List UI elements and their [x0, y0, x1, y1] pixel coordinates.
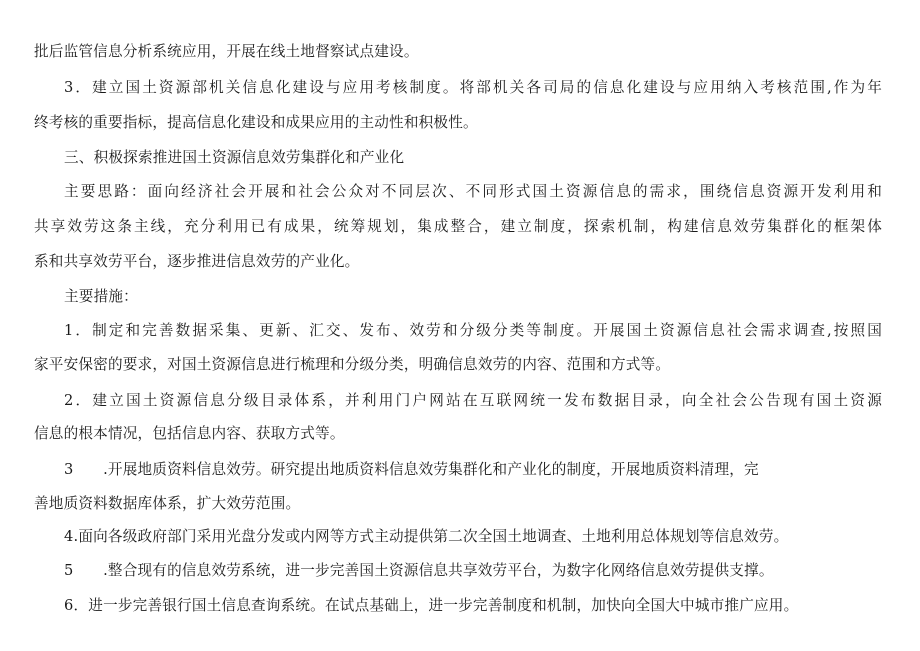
paragraph-line-3: 终考核的重要指标，提高信息化建设和成果应用的主动性和积极性。 — [34, 114, 478, 131]
paragraph-line-10: 家平安保密的要求，对国土资源信息进行梳理和分级分类，明确信息效劳的内容、范围和方式等。 — [34, 356, 671, 373]
paragraph-line-15: 4.面向各级政府部门采用光盘分发或内网等方式主动提供第二次全国土地调查、土地利用总体规划等信息效劳。 — [64, 528, 789, 545]
paragraph-line-13: 3 .开展地质资料信息效劳。研究提出地质资料信息效劳集群化和产业化的制度，开展地质资料清理，完 — [64, 461, 759, 478]
paragraph-line-9: 1．制定和完善数据采集、更新、汇交、发布、效劳和分级分类等制度。开展国土资源信息社会需求调查,按照国 — [64, 322, 882, 339]
section-heading: 三、积极探索推进国土资源信息效劳集群化和产业化 — [64, 149, 405, 166]
paragraph-line-17: 6．进一步完善银行国土信息查询系统。在试点基础上，进一步完善制度和机制，加快向全国大中城市推广应用。 — [64, 597, 799, 614]
paragraph-line-11: 2．建立国土资源信息分级目录体系，并利用门户网站在互联网统一发布数据目录，向全社会公告现有国土资源 — [64, 392, 882, 409]
paragraph-line-16: 5 .整合现有的信息效劳系统，进一步完善国土资源信息共享效劳平台，为数字化网络信息效劳提供支撑。 — [64, 562, 774, 579]
subheading-measures: 主要措施： — [64, 288, 138, 305]
paragraph-line-14: 善地质资料数据库体系，扩大效劳范围。 — [34, 495, 301, 512]
paragraph-line-12: 信息的根本情况，包括信息内容、获取方式等。 — [34, 425, 345, 442]
paragraph-line-5: 主要思路：面向经济社会开展和社会公众对不同层次、不同形式国土资源信息的需求，围绕信息资源开发利用和 — [64, 183, 882, 200]
paragraph-line-1: 批后监管信息分析系统应用，开展在线土地督察试点建设。 — [34, 43, 419, 60]
paragraph-line-7: 系和共享效劳平台，逐步推进信息效劳的产业化。 — [34, 253, 360, 270]
paragraph-line-2: 3．建立国土资源部机关信息化建设与应用考核制度。将部机关各司局的信息化建设与应用纳入考核范围,作为年 — [64, 79, 882, 96]
paragraph-line-6: 共享效劳这条主线，充分利用已有成果，统筹规划，集成整合，建立制度，探索机制，构建信息效劳集群化的框架体 — [34, 218, 882, 235]
